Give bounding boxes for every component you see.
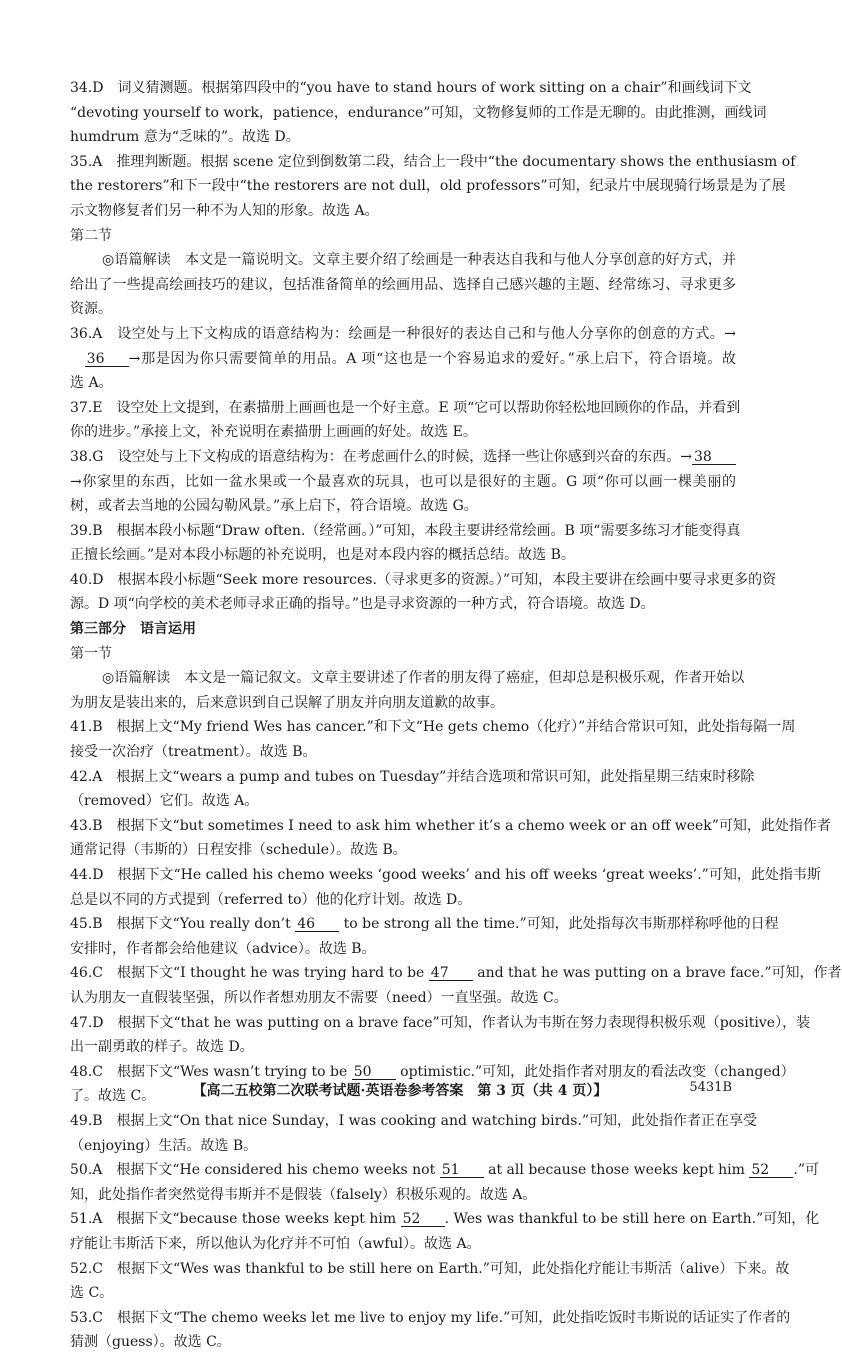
text-line: 树，或者去当地的公园勾勒风景。”承上启下，符合语境。故选 G。 xyxy=(70,498,478,515)
answer-blank: 52 xyxy=(749,1163,793,1178)
answer-blank: 50 xyxy=(352,1065,396,1080)
text-line: 选 C。 xyxy=(70,1285,114,1302)
text-line: 通常记得（韦斯的）日程安排（schedule）。故选 B。 xyxy=(70,842,407,859)
text-segment: and that he was putting on a brave face.”可知，作者 xyxy=(472,965,842,982)
text-line: 第二节 xyxy=(70,227,112,244)
text-line: 34.D 词义猜测题。根据第四段中的“you have to stand hours of work sitting on a chair”和画线词下文 xyxy=(70,80,752,96)
paper-code: 5431B xyxy=(689,1080,732,1095)
answer-blank: 36 xyxy=(85,352,129,367)
text-line: （removed）它们。故选 A。 xyxy=(70,793,259,810)
text-line: 47.D 根据下文“that he was putting on a brave face”可知，作者认为韦斯在努力表现得积极乐观（positive），装 xyxy=(70,1014,811,1031)
answer-blank: 51 xyxy=(440,1163,484,1178)
text-line: 39.B 根据本段小标题“Draw often.（经常画。）”可知，本段主要讲经常绘画。B 项“需要多练习才能变得真 xyxy=(70,522,741,539)
text-line: 为朋友是装出来的，后来意识到自己误解了朋友并向朋友道歉的故事。 xyxy=(70,694,504,711)
text-segment: 51.A 根据下文“because those weeks kept him xyxy=(70,1211,401,1228)
text-segment: to be strong all the time.”可知，此处指每次韦斯那样称呼他的日程 xyxy=(339,916,779,933)
text-segment xyxy=(70,351,85,367)
text-line xyxy=(70,961,842,986)
answer-blank: 47 xyxy=(429,966,473,981)
text-line: “devoting yourself to work，patience，endurance”可知，文物修复师的工作是无聊的。由此推测，画线词 xyxy=(70,104,767,121)
text-line: 源。D 项“向学校的美术老师寻求正确的指导。”也是寻求资源的一种方式，符合语境。故选 D。 xyxy=(70,596,655,613)
text-line: the restorers”和下一段中“the restorers are not dull，old professors”可知，纪录片中展现骑行场景是为了展 xyxy=(70,178,786,195)
text-line: （enjoying）生活。故选 B。 xyxy=(70,1137,258,1154)
text-line: 41.B 根据上文“My friend Wes has cancer.”和下文“He gets chemo（化疗）”并结合常识可知，此处指每隔一周 xyxy=(70,719,796,736)
text-line: 35.A 推理判断题。根据 scene 定位到倒数第二段，结合上一段中“the documentary shows the enthusiasm of xyxy=(70,153,796,170)
text-segment: .”可 xyxy=(793,1162,819,1179)
text-line: 43.B 根据下文“but sometimes I need to ask him whether it’s a chemo week or an off week”可知，此处指作者 xyxy=(70,817,831,834)
text-segment: 48.C 根据下文“Wes wasn’t trying to be xyxy=(70,1063,352,1080)
text-line: 出一副勇敢的样子。故选 D。 xyxy=(70,1039,254,1056)
text-line: 52.C 根据下文“Wes was thankful to be still here on Earth.”可知，此处指化疗能让韦斯活（alive）下来。故 xyxy=(70,1260,790,1277)
text-segment: 38.G 设空处与上下文构成的语意结构为：在考虑画什么的时候，选择一些让你感到兴奋的东西。→ xyxy=(70,448,692,465)
text-line: 49.B 根据上文“On that nice Sunday，I was cooking and watching birds.”可知，此处指作者正在享受 xyxy=(70,1112,758,1129)
text-line: 正擅长绘画。”是对本段小标题的补充说明，也是对本段内容的概括总结。故选 B。 xyxy=(70,547,575,564)
text-line: 42.A 根据上文“wears a pump and tubes on Tuesday”并结合选项和常识可知，此处指星期三结束时移除 xyxy=(70,768,755,785)
text-line: 给出了一些提高绘画技巧的建议，包括准备简单的绘画用品、选择自己感兴趣的主题、经常练习、寻求更多 xyxy=(70,276,736,293)
page-footer: 【高二五校第二次联考试题·英语卷参考答案 第 3 页（共 4 页）】 xyxy=(192,1083,608,1099)
text-segment: 46.C 根据下文“I thought he was trying hard to be xyxy=(70,965,429,982)
text-segment: →那是因为你只需要简单的用品。A 项“这也是一个容易追求的爱好。”承上启下，符合语境。故 xyxy=(128,350,737,367)
text-segment: 50.A 根据下文“He considered his chemo weeks not xyxy=(70,1162,440,1179)
text-segment: at all because those weeks kept him xyxy=(483,1162,750,1179)
text-line: 安排时，作者都会给他建议（advice）。故选 B。 xyxy=(70,940,376,957)
text-segment: 45.B 根据下文“You really don’t xyxy=(70,916,296,933)
text-segment: . Wes was thankful to be still here on Earth.”可知，化 xyxy=(444,1211,820,1228)
text-line: 知，此处指作者突然觉得韦斯并不是假装（falsely）积极乐观的。故选 A。 xyxy=(70,1186,537,1203)
answer-text xyxy=(70,76,842,1355)
text-line: 了。故选 C。 xyxy=(70,1088,156,1105)
text-line xyxy=(70,912,779,937)
text-line: 资源。 xyxy=(70,301,112,318)
text-line: 疗能让韦斯活下来，所以他认为化疗并不可怕（awful）。故选 A。 xyxy=(70,1235,481,1252)
text-line: 认为朋友一直假装坚强，所以作者想劝朋友不需要（need）一直坚强。故选 C。 xyxy=(70,989,568,1006)
text-line xyxy=(70,1158,819,1183)
text-line: 44.D 根据下文“He called his chemo weeks ‘good weeks’ and his off weeks ‘great weeks’.”可知，此处指韦斯 xyxy=(70,867,821,883)
text-line: 选 A。 xyxy=(70,375,113,392)
text-line: 总是以不同的方式提到（referred to）他的化疗计划。故选 D。 xyxy=(70,891,472,908)
text-line: 接受一次治疗（treatment）。故选 B。 xyxy=(70,744,317,761)
answer-blank: 38 xyxy=(692,450,736,465)
text-line: 36.A 设空处与上下文构成的语意结构为：绘画是一种很好的表达自己和与他人分享你的创意的方式。→ xyxy=(70,325,736,342)
text-line: 第一节 xyxy=(70,645,112,662)
answer-blank: 46 xyxy=(295,917,339,932)
answer-blank: 52 xyxy=(401,1212,445,1227)
text-line xyxy=(70,1207,820,1232)
text-line: 第三部分 语言运用 xyxy=(70,621,196,638)
text-line: ◎语篇解读 本文是一篇说明文。文章主要介绍了绘画是一种表达自我和与他人分享创意的好方式，并 xyxy=(102,252,736,269)
text-line: 猜测（guess）。故选 C。 xyxy=(70,1334,231,1351)
text-line: 37.E 设空处上文提到，在素描册上画画也是一个好主意。E 项“它可以帮助你轻松地回顾你的作品，并看到 xyxy=(70,399,741,416)
text-line: 你的进步。”承接上文，补充说明在素描册上画画的好处。故选 E。 xyxy=(70,424,477,441)
text-line: humdrum 意为“乏味的”。故选 D。 xyxy=(70,129,300,146)
text-line: 示文物修复者们另一种不为人知的形象。故选 A。 xyxy=(70,202,379,219)
text-line: 53.C 根据下文“The chemo weeks let me live to enjoy my life.”可知，此处指吃饭时韦斯说的话证实了作者的 xyxy=(70,1309,791,1326)
text-line: →你家里的东西，比如一盆水果或一个最喜欢的玩具，也可以是很好的主题。G 项“你可以画一棵美丽的 xyxy=(70,473,736,490)
text-line: ◎语篇解读 本文是一篇记叙文。文章主要讲述了作者的朋友得了癌症，但却总是积极乐观，作者开始以 xyxy=(102,670,745,687)
text-line: 40.D 根据本段小标题“Seek more resources.（寻求更多的资源。）”可知，本段主要讲在绘画中要寻求更多的资 xyxy=(70,571,777,588)
text-segment: optimistic.”可知，此处指作者对朋友的看法改变（changed） xyxy=(395,1063,795,1080)
text-line xyxy=(70,445,736,470)
text-line xyxy=(70,347,736,372)
